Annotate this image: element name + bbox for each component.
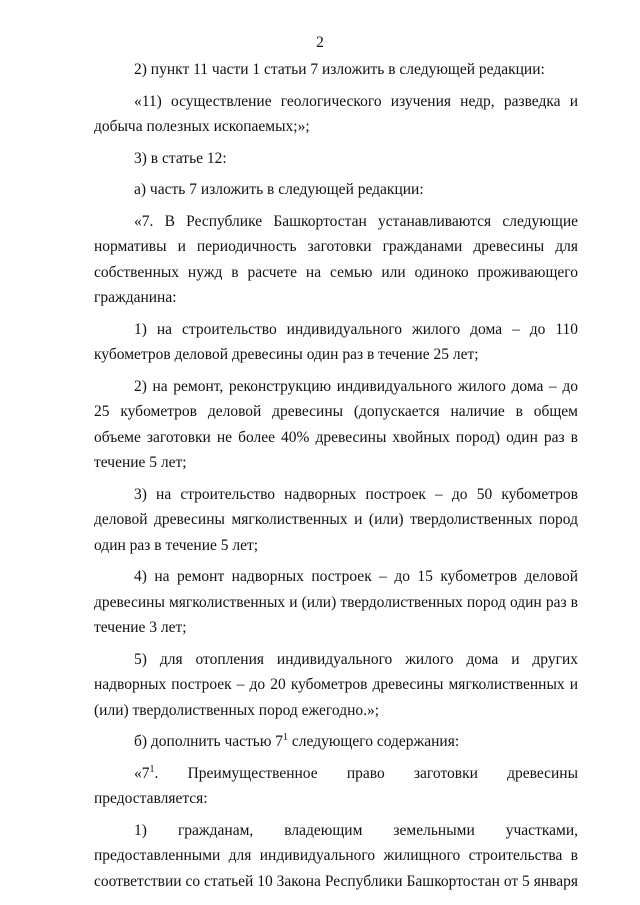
- paragraph-part-7: «7. В Республике Башкортостан устанавливаются следующие нормативы и периодичность заготовки гражданами древесины для собственных нужд в расчете на семью или одиноко проживающего гражданина:: [94, 212, 578, 306]
- paragraph-norm-5: 5) для отопления индивидуального жилого дома и других надворных построек – до 20 кубометров древесины мягколиственных и (или) твердолиственных пород ежегодно.»;: [94, 650, 578, 719]
- superscript: 1: [149, 763, 155, 775]
- paragraph-subitem-b: [94, 729, 578, 755]
- paragraph-subitem-a: а) часть 7 изложить в следующей редакции:: [134, 181, 424, 198]
- paragraph-item-2: 2) пункт 11 части 1 статьи 7 изложить в следующей редакции:: [134, 61, 545, 78]
- paragraph-norm-1: 1) на строительство индивидуального жилого дома – до 110 кубометров деловой древесины один раз в течение 25 лет;: [94, 320, 578, 363]
- paragraph-part-7-1: [94, 761, 578, 812]
- paragraph-norm-4: 4) на ремонт надворных построек – до 15 кубометров деловой древесины мягколиственных и (или) твердолиственных пород один раз в течение 3 лет;: [94, 568, 578, 636]
- text: следующего содержания:: [288, 733, 460, 750]
- page-number: 2: [316, 34, 324, 51]
- superscript: 1: [283, 732, 289, 743]
- paragraph-norm-2: 2) на ремонт, реконструкцию индивидуального жилого дома – до 25 кубометров деловой древесины (допускается наличие в общем объеме заготовки не более 40% древесины хвойных пород) один раз в течение 5 лет;: [94, 377, 578, 471]
- document-body: [94, 57, 578, 900]
- paragraph-quote-11: «11) осуществление геологического изучения недр, разведка и добыча полезных ископаемых;»;: [94, 92, 578, 135]
- text: «7: [134, 764, 150, 782]
- text: . Преимущественное право заготовки древесины предоставляется:: [94, 764, 578, 807]
- paragraph-item-3: 3) в статье 12:: [134, 149, 227, 167]
- paragraph-norm-3: 3) на строительство надворных построек – до 50 кубометров деловой древесины мягколиственных и (или) твердолиственных пород один раз в течение 5 лет;: [94, 485, 578, 554]
- text: б) дополнить частью 7: [134, 733, 284, 750]
- paragraph-priority-1: 1) гражданам, владеющим земельными участками, предоставленными для индивидуального жилищного строительства в соответствии со статьей 10 Закона Республики Башкортостан от 5 января: [94, 821, 578, 890]
